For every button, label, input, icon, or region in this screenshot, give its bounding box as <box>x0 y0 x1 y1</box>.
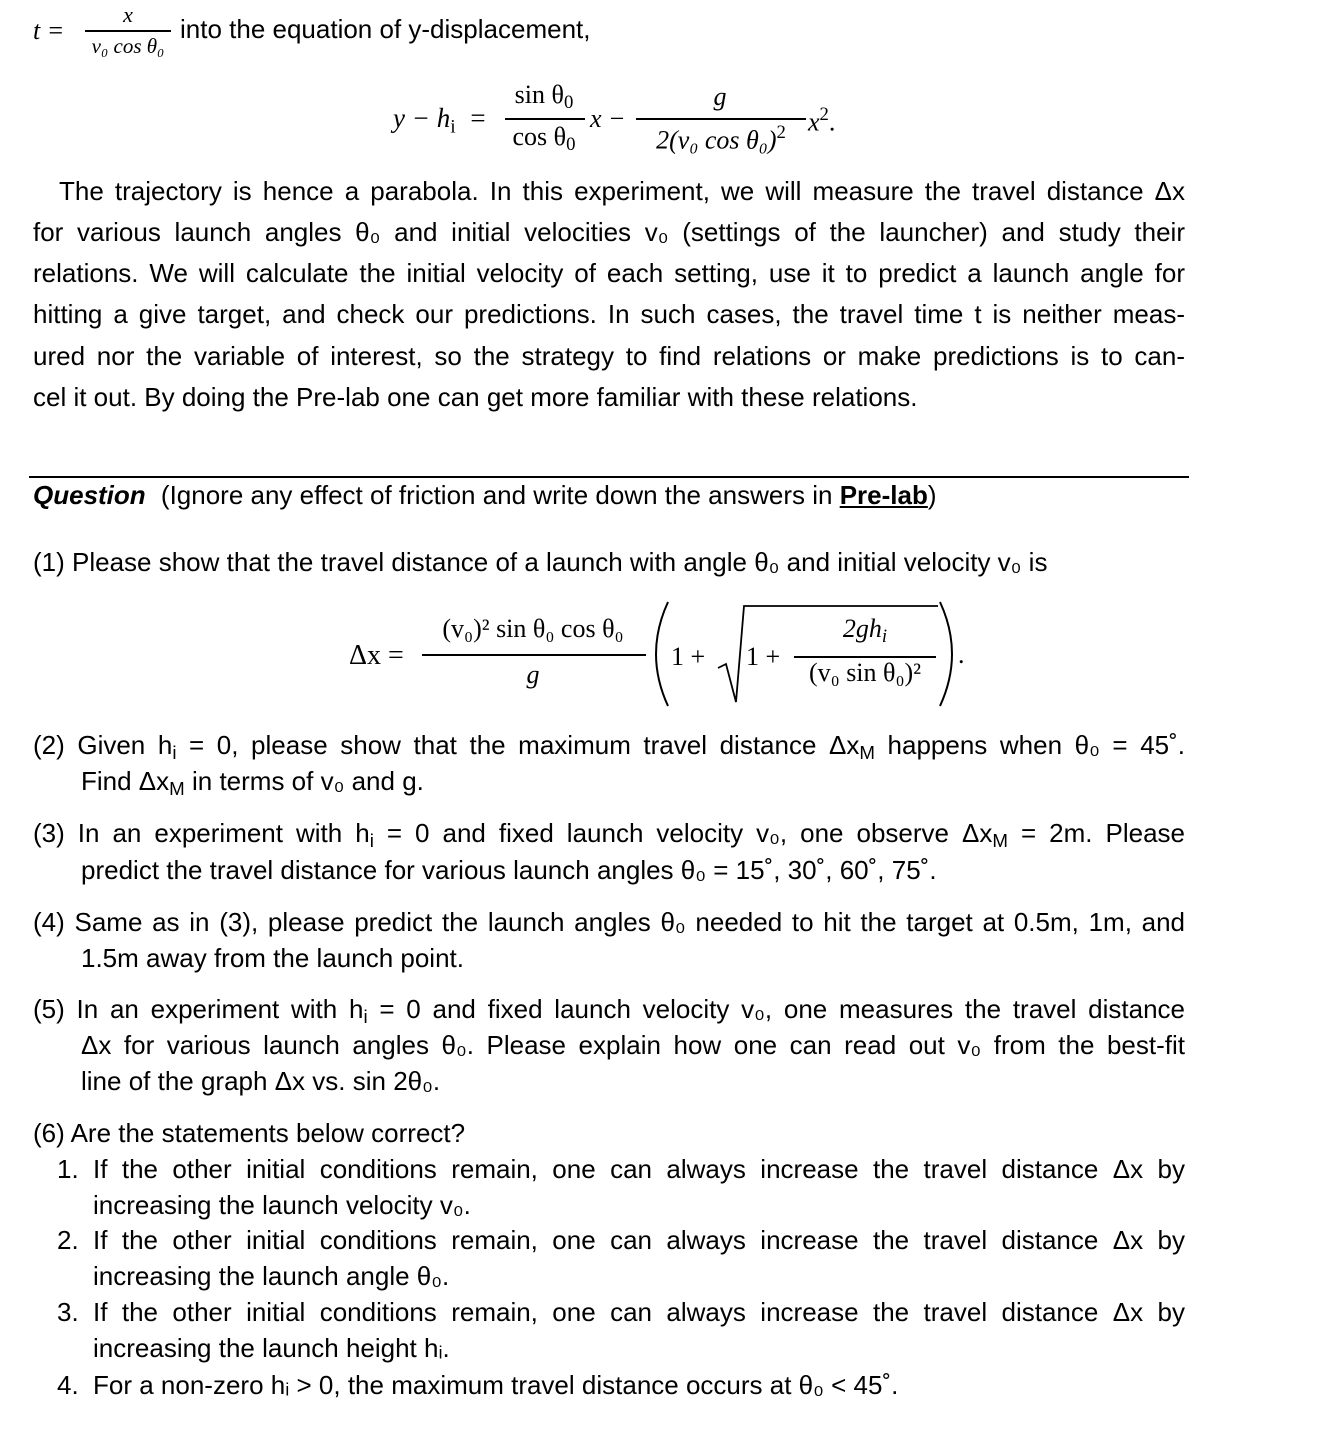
paragraph-line-4: hitting a give target, and check our predictions. In such cases, the travel time t is neither meas- <box>33 299 1185 329</box>
intro-text: into the equation of y-displacement, <box>180 14 591 44</box>
eq1-x-minus: x − <box>590 104 626 133</box>
q6-item-1-line-2: increasing the launch velocity v₀. <box>93 1190 471 1220</box>
q1-inner-numerator: $2gh_i$ <box>842 614 888 648</box>
question-intro: (Ignore any effect of friction and write down the answers in <box>160 480 840 510</box>
t-fraction-numerator: x <box>123 2 133 27</box>
q1-fraction-bar <box>422 654 646 656</box>
q6-item-2-number: 2. <box>57 1225 79 1255</box>
q6-item-3-number: 3. <box>57 1297 79 1327</box>
section-divider <box>29 476 1189 478</box>
eq1-frac1-denominator: $\cos \theta_0$ <box>512 122 576 156</box>
q6-item-4-number: 4. <box>57 1370 79 1400</box>
question-heading: Question <box>33 480 146 510</box>
paragraph-line-1: The trajectory is hence a parabola. In this experiment, we will measure the travel distance Δx <box>59 176 1185 206</box>
eq1-frac2-bar <box>636 118 806 120</box>
q5-line-3: line of the graph Δx vs. sin 2θ₀. <box>81 1066 441 1096</box>
q5-line-2: Δx for various launch angles θ₀. Please explain how one can read out v₀ from the best-fit <box>81 1030 1185 1060</box>
q4-line-2: 1.5m away from the launch point. <box>81 943 464 973</box>
q5-line-1: (5) In an experiment with $h_i = 0$ and fixed launch velocity v₀, one measures the travel distance <box>33 994 1185 1028</box>
eq1-frac2-denominator: 2(v₀ cos θ₀)$^2$ <box>656 122 786 155</box>
prelab-link[interactable]: Pre-lab <box>839 480 928 510</box>
q3-line-2: predict the travel distance for various launch angles θ₀ = 15˚, 30˚, 60˚, 75˚. <box>81 855 937 885</box>
q6-item-3-line-1: If the other initial conditions remain, one can always increase the travel distance Δx by <box>93 1297 1185 1327</box>
q1-text: (1) Please show that the travel distance of a launch with angle θ₀ and initial velocity v₀ is <box>33 547 1048 577</box>
q6-item-3-line-2: increasing the launch height hᵢ. <box>93 1333 450 1363</box>
eq1-tail: $x^2$. <box>808 104 836 137</box>
q6-item-1-line-1: If the other initial conditions remain, one can always increase the travel distance Δx by <box>93 1154 1185 1184</box>
paragraph-line-6: cel it out. By doing the Pre-lab one can get more familiar with these relations. <box>33 382 918 412</box>
t-fraction-bar <box>85 30 171 32</box>
q1-period: . <box>958 640 965 669</box>
paragraph-line-5: ured nor the variable of interest, so the strategy to find relations or make predictions is to can- <box>33 341 1185 371</box>
q6-item-4-line-1: For a non-zero hᵢ > 0, the maximum travel distance occurs at θ₀ < 45˚. <box>93 1370 899 1400</box>
q1-lhs: Δx = <box>349 640 404 671</box>
q6-item-2-line-2: increasing the launch angle θ₀. <box>93 1261 450 1291</box>
question-heading-line <box>33 480 937 511</box>
q2-line-1: (2) Given $h_i = 0$, please show that the maximum travel distance $\Delta x_M$ happens when θ₀ = 45˚. <box>33 730 1185 764</box>
eq1-frac1-bar <box>505 118 585 120</box>
q1-numerator: (v₀)² sin θ₀ cos θ₀ <box>442 614 624 643</box>
paragraph-line-2: for various launch angles θ₀ and initial velocities v₀ (settings of the launcher) and study their <box>33 217 1185 247</box>
q6-item-2-line-1: If the other initial conditions remain, one can always increase the travel distance Δx by <box>93 1225 1185 1255</box>
eq1-frac2-numerator: g <box>713 82 727 111</box>
q1-inner-denominator: (v₀ sin θ₀)² <box>808 658 922 687</box>
q1-inner-one-plus: 1 + <box>746 642 781 671</box>
eq1-frac1-numerator: $\sin \theta_0$ <box>514 80 574 114</box>
q4-line-1: (4) Same as in (3), please predict the launch angles θ₀ needed to hit the target at 0.5m, 1m, and <box>33 907 1185 937</box>
q3-line-1: (3) In an experiment with $h_i = 0$ and fixed launch velocity v₀, one observe $\Delta x_M = 2m$. Please <box>33 818 1185 852</box>
q6-intro: (6) Are the statements below correct? <box>33 1118 466 1148</box>
question-close: ) <box>927 480 937 510</box>
q1-one-plus: 1 + <box>671 642 706 671</box>
eq1-lhs: $y - h_i$ = <box>393 103 486 138</box>
q1-denominator: g <box>526 660 540 689</box>
paragraph-line-3: relations. We will calculate the initial velocity of each setting, use it to predict a launch angle for <box>33 258 1185 288</box>
q6-item-1-number: 1. <box>57 1154 79 1184</box>
t-equals: t = <box>33 16 65 45</box>
t-fraction-denominator: v₀ cos θ₀ <box>91 34 165 58</box>
q2-line-2: Find $\Delta x_M$ in terms of v₀ and g. <box>81 766 424 800</box>
